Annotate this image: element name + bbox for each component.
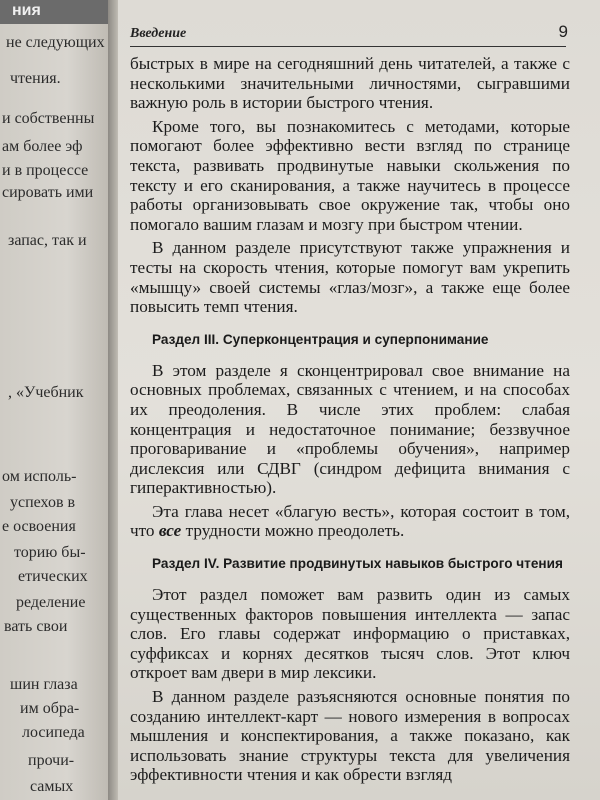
previous-page-header	[0, 0, 112, 24]
paragraph: Этот раздел поможет вам развить один из самых существенных факторов повышения интеллекта — запас слов. Его главы содержат информацию о приставках, суффиксах и корнях десятков тысяч слов. Этот ключ откроет вам двери в мир лексики.	[130, 585, 570, 683]
previous-page-line: самых	[30, 778, 74, 795]
paragraph: В данном разделе присутствуют также упражнения и тесты на скорость чтения, которые помогут вам укрепить «мышцу» своей системы «глаз/мозг», а также еще более повысить темп чтения.	[130, 238, 570, 317]
previous-page-line: им обра-	[20, 700, 80, 717]
previous-page-line: не следующих	[6, 34, 105, 51]
previous-page-line: сировать ими	[2, 184, 94, 201]
previous-page-line: е освоения	[2, 518, 76, 535]
paragraph: Кроме того, вы познакомитесь с методами, которые помогают более эффективно вести взгляд по странице текста, развивать продвинутые навыки скольжения по тексту и его сканирования, а также научитесь в процессе работы организовывать свое окружение так, чтобы оно помогало вашим глазам и мозгу при быстром чтении.	[130, 116, 570, 234]
previous-page-line: лосипеда	[22, 724, 85, 741]
page-body	[130, 54, 570, 789]
previous-page	[0, 0, 112, 800]
previous-page-line: ом исполь-	[2, 468, 77, 485]
section-heading: Раздел IV. Развитие продвинутых навыков быстрого чтения	[152, 556, 563, 572]
paragraph: быстрых в мире на сегодняшний день читателей, а также с несколькими значительными личностями, сыгравшими важную роль в истории быстрого чтения.	[130, 54, 570, 113]
previous-page-line: и в процессе	[2, 162, 89, 179]
emphasis: все	[158, 521, 182, 541]
previous-page-line: шин глаза	[10, 676, 78, 693]
previous-page-line: , «Учебник	[8, 384, 84, 401]
previous-page-line: и собственны	[2, 110, 95, 127]
paragraph: В этом разделе я сконцентрировал свое внимание на основных проблемах, связанных с чтением, и на способах их преодоления. В числе этих проблем: слабая концентрация и недостаточное понимание; беззвучное проговаривание и «проблемы обучения», например дислексия или СДВГ (синдром дефицита внимания с гиперактивностью).	[130, 360, 570, 498]
page-number: 9	[558, 22, 568, 41]
paragraph	[130, 502, 570, 541]
previous-page-line: прочи-	[28, 752, 75, 769]
previous-page-line: запас, так и	[8, 232, 87, 249]
paragraph-text: трудности можно преодолеть.	[181, 521, 405, 541]
previous-page-line: ам более эф	[2, 138, 83, 155]
paragraph-text: Эта глава несет «благую весть», которая состоит в том, что	[130, 501, 570, 541]
section-heading: Раздел III. Суперконцентрация и суперпонимание	[152, 331, 489, 347]
paragraph: В данном разделе разъясняются основные понятия по созданию интеллект-карт — нового измерения в вопросах мышления и конспектирования, а также показано, как использовать знание структуры текста для увеличения эффективности чтения и как обрести взгляд	[130, 687, 570, 785]
previous-page-line: етических	[18, 568, 88, 585]
running-header	[130, 22, 568, 47]
book-page	[118, 0, 600, 800]
previous-page-line: ределение	[16, 594, 86, 611]
previous-page-line: успехов в	[10, 494, 76, 511]
running-header-title: Введение	[130, 26, 187, 41]
previous-page-line: чтения.	[10, 70, 61, 87]
previous-page-header-text: ния	[12, 2, 41, 19]
previous-page-line: вать свои	[4, 618, 68, 635]
previous-page-line: торию бы-	[14, 544, 86, 561]
